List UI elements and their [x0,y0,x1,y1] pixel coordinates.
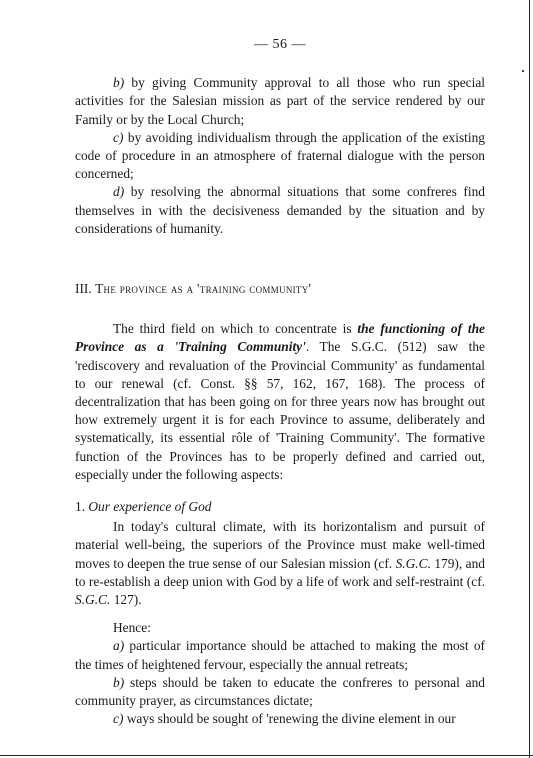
hence-label: Hence: [113,620,151,636]
item-label: a) [113,638,125,654]
paragraph-text: 179), and to re-establish a deep union with God by a life of work and self-restraint (cf. [75,555,485,589]
list-item-b [75,74,485,129]
subsection-heading [75,498,485,516]
paragraph-text: 127). [110,592,142,608]
item-text: by giving Community approval to all those who run special activities for the Salesian mission as part of the service rendered by our Family or by the Local Church; [75,75,485,127]
list-item-a [75,637,485,673]
section-heading [75,280,485,298]
item-label: b) [113,674,125,690]
page-speck [522,70,524,72]
list-item-c [75,129,485,184]
item-label: b) [113,75,125,91]
list-item-c [75,710,485,728]
item-label: d) [113,184,125,200]
item-text: ways should be sought of 'renewing the divine element in our [123,711,456,727]
item-label: c) [113,711,124,727]
paragraph-text: In today's cultural climate, with its horizontalism and pursuit of material well-being, the superiors of the Province must make well-timed moves to deepen the true sense of our Salesian mission (cf. [75,519,485,571]
paragraph-text: . The S.G.C. (512) saw the 'rediscovery and revaluation of the Provincial Community' as fundamental to our renewal (cf. Const. §§ 57, 162, 167, 168). The process of decentralization that has been going on for three years now has brought out how extremely urgent it is for each Province to assume, deliberately and systematically, its essential rôle of 'Training Community'. The formative function of the Provinces has to be properly defined and carried out, especially under the following aspects: [75,339,485,482]
item-text: by avoiding individualism through the application of the existing code of procedure in an atmosphere of fraternal dialogue with the person concerned; [75,129,485,182]
list-item-b [75,674,485,710]
reference-sgc: S.G.C. [75,592,111,608]
emphasis-text: the functioning of the Province as a 'Training Community' [75,321,485,355]
paragraph-experience-of-god [75,518,485,609]
item-text: steps should be taken to educate the confreres to personal and community prayer, as circumstances dictate; [75,674,485,709]
paragraph-training-community [75,320,485,484]
section-title: The province as a 'training community' [95,281,312,297]
list-item-d [75,183,485,238]
item-text: by resolving the abnormal situations that some confreres find themselves in with the decisiveness demanded by the situation and by considerations of humanity. [75,184,485,236]
page-edge-right [529,0,530,758]
reference-sgc: S.G.C. [395,555,431,571]
page-number: — 56 — [254,37,306,52]
page-edge-bottom [0,755,533,756]
item-text: particular importance should be attached to making the most of the times of heightened fervour, especially the annual retreats; [75,638,485,672]
section-numeral: III. [75,281,96,297]
subsection-title: Our experience of God [88,499,212,515]
subsection-number: 1. [75,499,89,515]
paragraph-text: The third field on which to concentrate is [113,321,358,337]
item-label: c) [113,129,124,145]
document-page [75,36,485,729]
